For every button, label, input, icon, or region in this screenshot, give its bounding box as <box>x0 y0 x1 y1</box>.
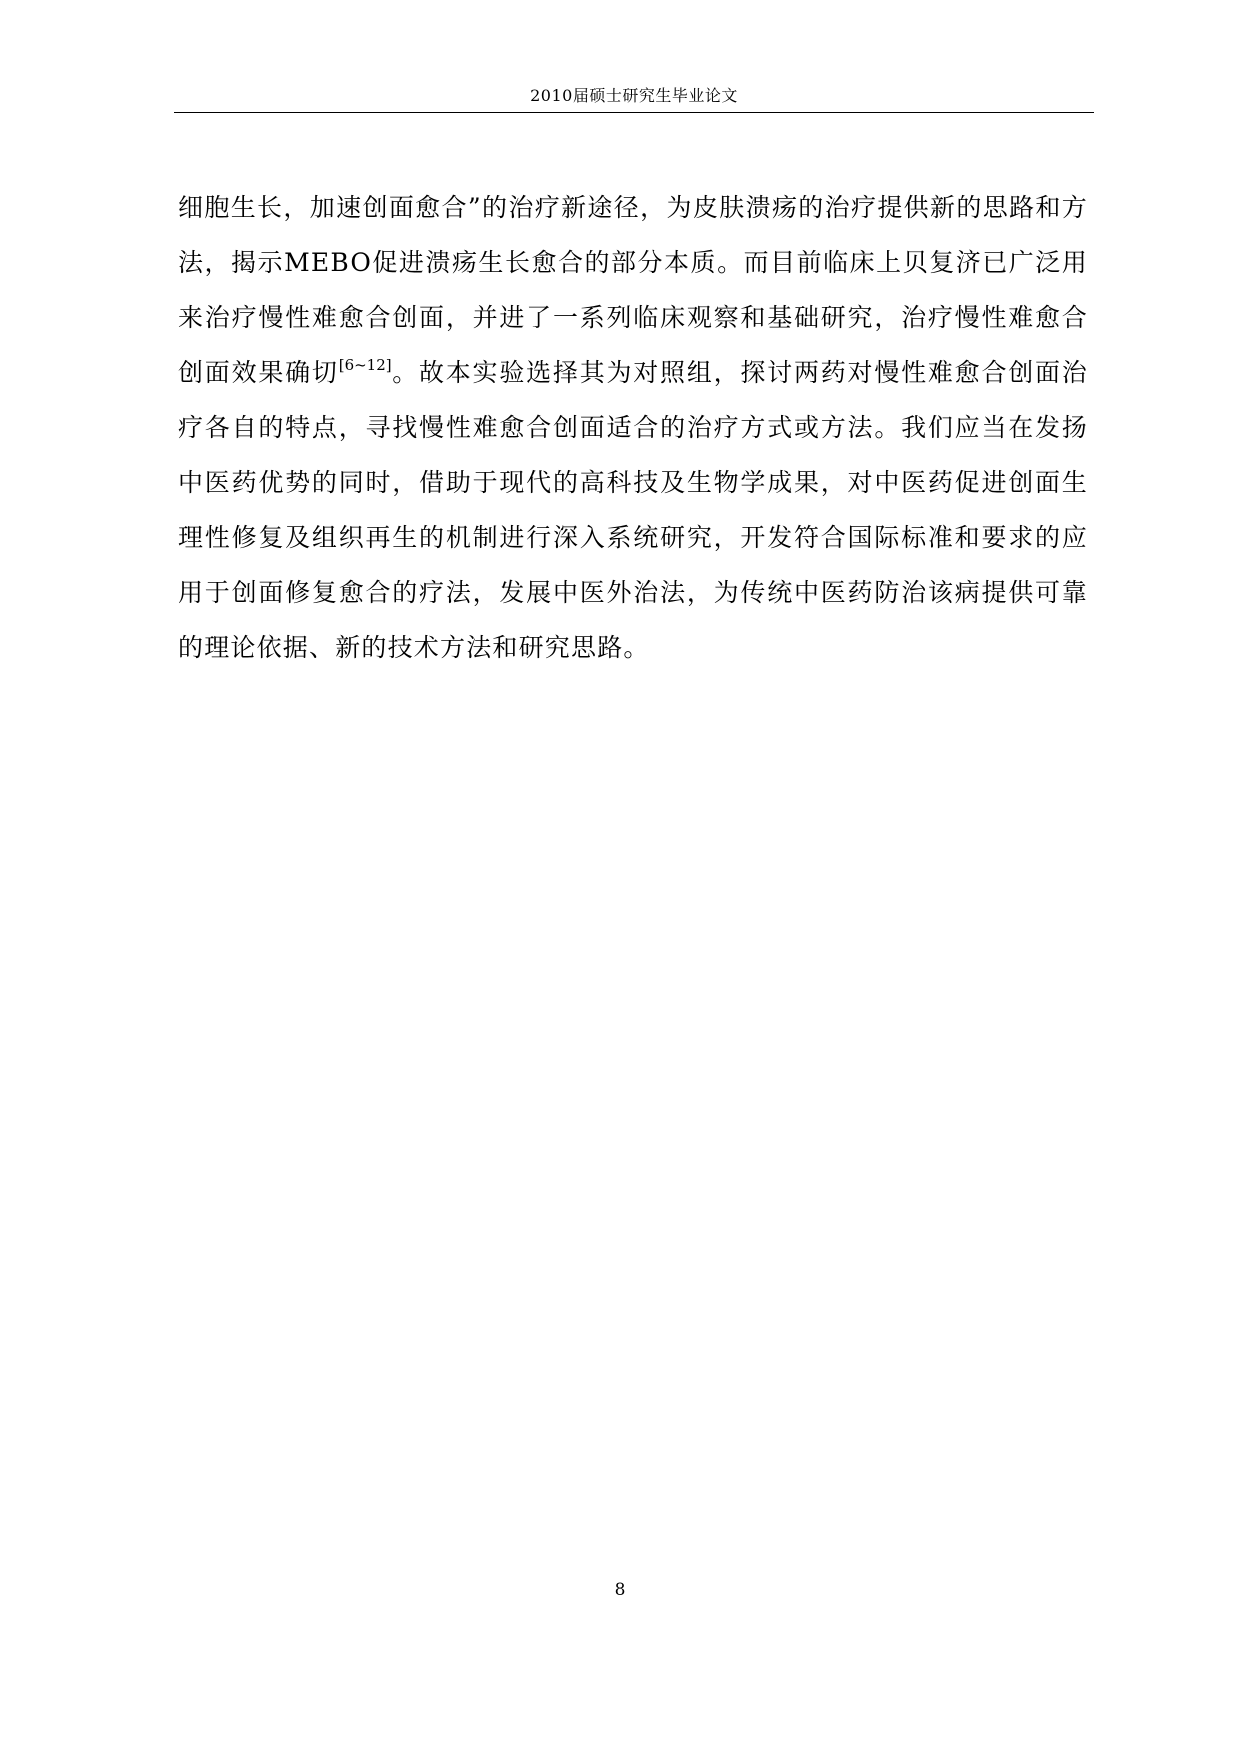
page-number: 8 <box>614 1580 626 1600</box>
paragraph-text-part1: 细胞生长，加速创面愈合”的治疗新途径，为皮肤溃疡的治疗提供新的思路和方法，揭示MEBO促进溃疡生长愈合的部分本质。而目前临床上贝复济已广泛用来治疗慢性难愈合创面，并进了一系列临床观察和基础研究，治疗慢性难愈合创面效果确切 <box>178 193 1088 387</box>
running-header: 2010届硕士研究生毕业论文 <box>530 86 738 105</box>
header-rule <box>174 112 1094 113</box>
citation-reference: [6~12] <box>338 355 392 374</box>
body-paragraph <box>178 180 1088 675</box>
paragraph-text-part2: 。故本实验选择其为对照组，探讨两药对慢性难愈合创面治疗各自的特点，寻找慢性难愈合创面适合的治疗方式或方法。我们应当在发扬中医药优势的同时，借助于现代的高科技及生物学成果，对中医药促进创面生理性修复及组织再生的机制进行深入系统研究，开发符合国际标准和要求的应用于创面修复愈合的疗法，发展中医外治法，为传统中医药防治该病提供可靠的理论依据、新的技术方法和研究思路。 <box>178 358 1089 662</box>
